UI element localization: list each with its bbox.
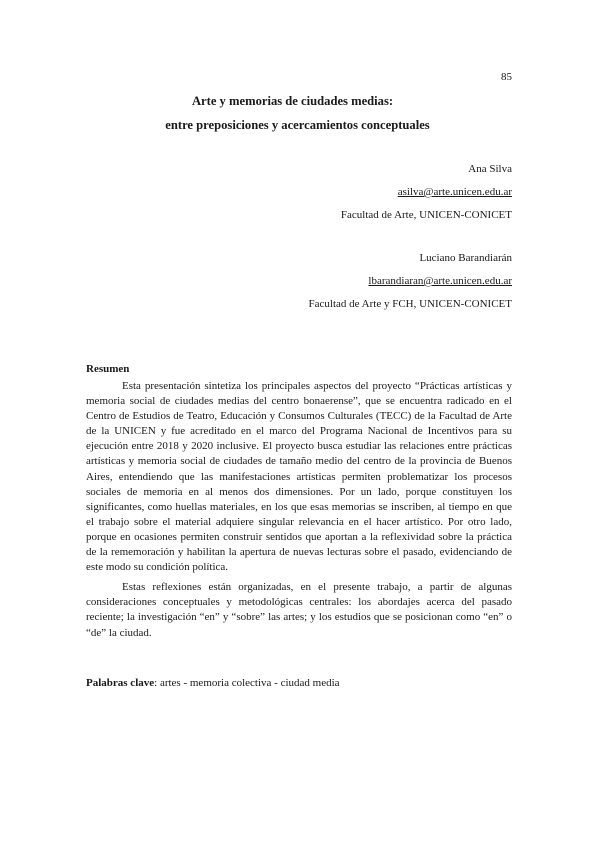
abstract-paragraph: Esta presentación sintetiza los principales aspectos del proyecto “Prácticas artísticas y memoria social de ciudades medias del centro bonaerense”, que se encuentra radicado en el Centro de Estudios de Teatro, Educación y Consumos Culturales (TECC) de la Facultad de Arte de la UNICEN y fue acreditado en el marco del Programa Nacional de Incentivos para su ejecución entre 2018 y 2020 inclusive. El proyecto busca estudiar las relaciones entre prácticas artísticas y memoria social de ciudades de tamaño medio del centro de la provincia de Buenos Aires, entendiendo que las manifestaciones artísticas permiten problematizar los procesos sociales de memoria en al menos dos dimensiones. Por un lado, porque constituyen los significantes, como huellas materiales, en los que esas memorias se inscriben, al tiempo en que el trabajo sobre el material adquiere singular relevancia en el hacer artístico. Por otro lado, porque en ocasiones permiten construir sentidos que aportan a la reflexividad sobre la práctica de la rememoración y habilitan la apertura de nuevas lecturas sobre el pasado, evidenciando de este modo su condición política. xyxy=(86,380,512,574)
author-block xyxy=(309,161,512,319)
title-line-1: Arte y memorias de ciudades medias: xyxy=(191,94,394,108)
keywords-label: Palabras clave xyxy=(86,677,155,689)
keywords-text: artes - memoria colectiva - ciudad media xyxy=(159,677,340,689)
keywords-separator: : xyxy=(154,677,160,689)
keywords-line xyxy=(86,677,512,689)
author-email-link[interactable]: lbarandiaran@arte.unicen.edu.ar xyxy=(368,275,512,287)
author-email-link[interactable]: asilva@arte.unicen.edu.ar xyxy=(397,186,512,198)
title-line-2: entre preposiciones y acercamientos conceptuales xyxy=(165,118,430,132)
author-name: Ana Silva xyxy=(468,163,512,175)
author-name: Luciano Barandiarán xyxy=(419,252,512,264)
page-number: 85 xyxy=(501,71,512,83)
abstract-section xyxy=(86,363,512,641)
author-spacer xyxy=(309,230,512,250)
paper-title xyxy=(0,94,595,133)
abstract-paragraph: Estas reflexiones están organizadas, en el presente trabajo, a partir de algunas consideraciones conceptuales y metodológicas centrales: los abordajes acerca del pasado reciente; la investigación “en” y “sobre” las artes; y los estudios que se posicionan como “en” o “de” la ciudad. xyxy=(86,581,512,639)
author-affiliation: Facultad de Arte, UNICEN-CONICET xyxy=(340,209,512,221)
abstract-heading: Resumen xyxy=(86,363,130,375)
author-affiliation: Facultad de Arte y FCH, UNICEN-CONICET xyxy=(308,298,512,310)
